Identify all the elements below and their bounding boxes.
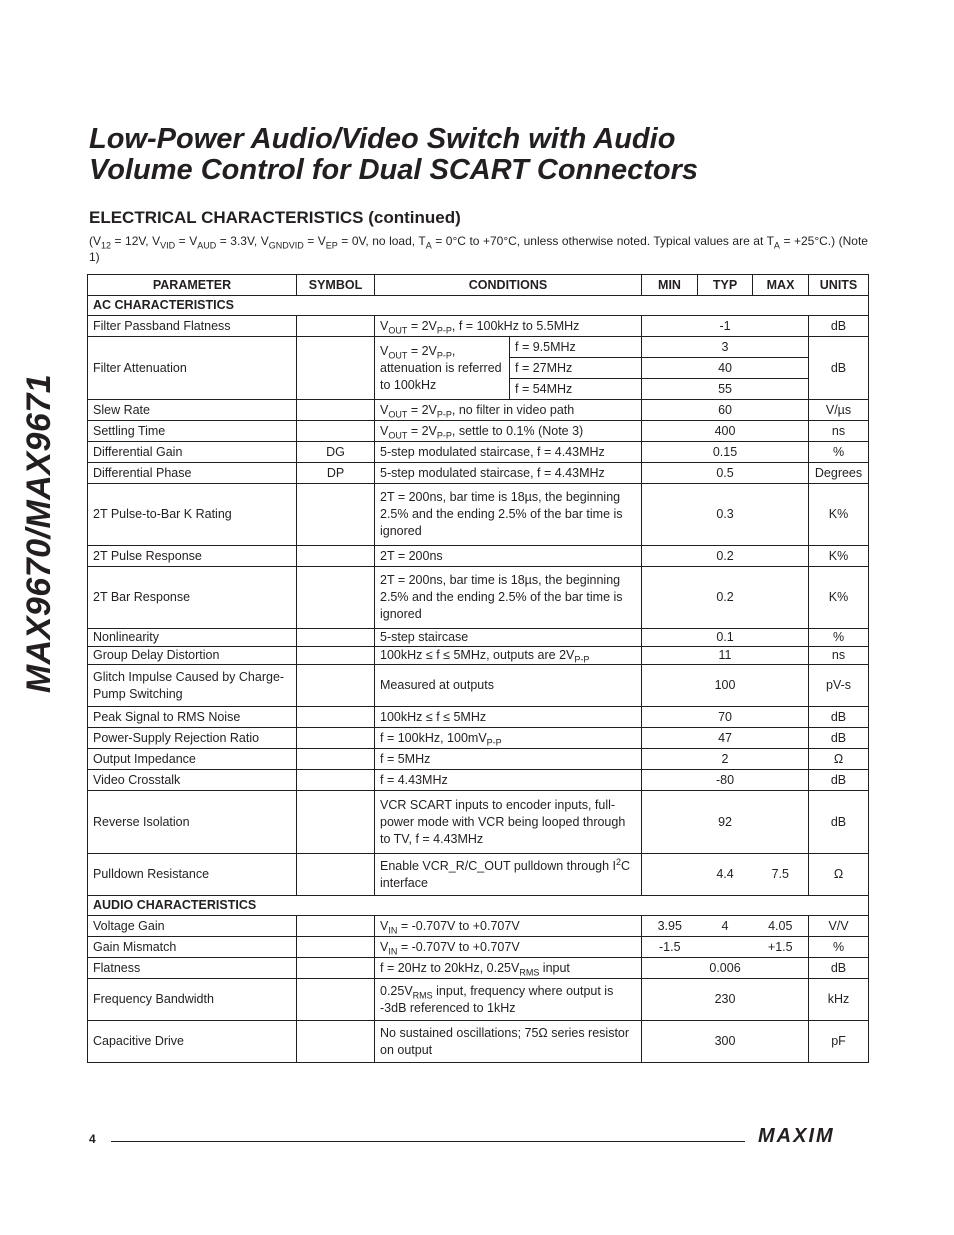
parameter-cell: 2T Pulse-to-Bar K Rating — [88, 484, 297, 546]
symbol-cell — [297, 567, 375, 629]
units-cell: % — [809, 629, 869, 647]
symbol-cell — [297, 979, 375, 1021]
units-cell: dB — [809, 728, 869, 749]
max-cell — [753, 400, 809, 421]
table-row — [88, 463, 869, 484]
typ-cell: 55 — [698, 379, 753, 400]
max-cell: 4.05 — [753, 916, 809, 937]
table-row — [88, 937, 869, 958]
table-row — [88, 442, 869, 463]
symbol-cell — [297, 1021, 375, 1063]
min-cell — [642, 854, 698, 896]
min-cell — [642, 316, 698, 337]
units-cell: pF — [809, 1021, 869, 1063]
min-cell — [642, 358, 698, 379]
header-max: MAX — [753, 275, 809, 296]
max-cell — [753, 958, 809, 979]
units-cell: ns — [809, 421, 869, 442]
min-cell — [642, 442, 698, 463]
conditions-cell: $V_{IN} = -0.707V$ to +0.707V — [375, 916, 642, 937]
parameter-cell: Output Impedance — [88, 749, 297, 770]
table-row — [88, 400, 869, 421]
table-row — [88, 749, 869, 770]
parameter-cell: Reverse Isolation — [88, 791, 297, 854]
document-title — [89, 124, 889, 186]
symbol-cell — [297, 316, 375, 337]
typ-cell: 47 — [698, 728, 753, 749]
symbol-cell — [297, 400, 375, 421]
max-cell — [753, 665, 809, 707]
min-cell — [642, 421, 698, 442]
parameter-cell: Settling Time — [88, 421, 297, 442]
header-symbol: SYMBOL — [297, 275, 375, 296]
units-cell: dB — [809, 707, 869, 728]
max-cell — [753, 484, 809, 546]
min-cell — [642, 379, 698, 400]
typ-cell: 4 — [698, 916, 753, 937]
conditions-cell: $V_{OUT} = 2V_{P-P}$, f = 100kHz to 5.5MHz — [375, 316, 642, 337]
min-cell — [642, 791, 698, 854]
side-part-number — [12, 213, 68, 853]
table-row — [88, 629, 869, 647]
page-number: 4 — [89, 1132, 96, 1146]
table-body — [88, 296, 869, 1063]
table-row — [88, 1021, 869, 1063]
conditions-cell: f = 20Hz to 20kHz, $0.25V_{RMS}$ input — [375, 958, 642, 979]
typ-cell: 11 — [698, 647, 753, 665]
typ-cell: 0.006 — [698, 958, 753, 979]
conditions-cell: $0.25V_{RMS}$ input, frequency where output is -3dB referenced to 1kHz — [375, 979, 642, 1021]
conditions-cell: f = 4.43MHz — [375, 770, 642, 791]
max-cell — [753, 1021, 809, 1063]
conditions-cell: 2T = 200ns — [375, 546, 642, 567]
parameter-cell: Voltage Gain — [88, 916, 297, 937]
max-cell — [753, 647, 809, 665]
max-cell — [753, 728, 809, 749]
header-min: MIN — [642, 275, 698, 296]
units-cell: dB — [809, 791, 869, 854]
max-cell — [753, 749, 809, 770]
title-line-2: Volume Control for Dual SCART Connectors — [89, 154, 699, 186]
symbol-cell — [297, 958, 375, 979]
section-label-ac: AC CHARACTERISTICS — [88, 296, 869, 316]
typ-cell: 2 — [698, 749, 753, 770]
min-cell — [642, 770, 698, 791]
maxim-logo — [757, 1124, 865, 1146]
min-cell: 3.95 — [642, 916, 698, 937]
symbol-cell — [297, 707, 375, 728]
min-cell — [642, 1021, 698, 1063]
typ-cell: 40 — [698, 358, 753, 379]
test-conditions-note: ($V_{12} = 12V$, $V_{VID} = V_{AUD} = 3.3V$, $V_{GNDVID} = V_{EP} = 0V$, no load, $T_A = 0^\circ C$ to +70°C, unless otherwise noted. Typical values are at $T_A = +25^\circ C$.) (Note 1) — [89, 234, 868, 264]
table-row — [88, 791, 869, 854]
units-cell: dB — [809, 337, 869, 400]
table-row — [88, 421, 869, 442]
parameter-cell: Peak Signal to RMS Noise — [88, 707, 297, 728]
parameter-cell: Glitch Impulse Caused by Charge-Pump Switching — [88, 665, 297, 707]
symbol-cell — [297, 749, 375, 770]
conditions-cell: $V_{OUT} = 2V_{P-P}$, settle to 0.1% (Note 3) — [375, 421, 642, 442]
typ-cell — [698, 937, 753, 958]
symbol-cell: DG — [297, 442, 375, 463]
parameter-cell: Nonlinearity — [88, 629, 297, 647]
min-cell — [642, 647, 698, 665]
section-row-ac — [88, 296, 869, 316]
max-cell — [753, 629, 809, 647]
min-cell: -1.5 — [642, 937, 698, 958]
table-row — [88, 546, 869, 567]
units-cell: V/µs — [809, 400, 869, 421]
parameter-cell: Differential Gain — [88, 442, 297, 463]
symbol-cell — [297, 421, 375, 442]
conditions-cell: 5-step modulated staircase, f = 4.43MHz — [375, 463, 642, 484]
table-row — [88, 770, 869, 791]
units-cell: ns — [809, 647, 869, 665]
symbol-cell — [297, 337, 375, 400]
maxim-logo-text: MAXIM — [758, 1125, 835, 1146]
min-cell — [642, 546, 698, 567]
symbol-cell — [297, 665, 375, 707]
symbol-cell: DP — [297, 463, 375, 484]
conditions-cell: 2T = 200ns, bar time is 18µs, the beginning 2.5% and the ending 2.5% of the bar time is ignored — [375, 484, 642, 546]
section-label-audio: AUDIO CHARACTERISTICS — [88, 896, 869, 916]
parameter-cell: Filter Passband Flatness — [88, 316, 297, 337]
table-row — [88, 665, 869, 707]
header-typ: TYP — [698, 275, 753, 296]
table-row-filter-attenuation — [88, 337, 869, 358]
table-header-row — [88, 275, 869, 296]
symbol-cell — [297, 937, 375, 958]
max-cell — [753, 979, 809, 1021]
symbol-cell — [297, 791, 375, 854]
min-cell — [642, 400, 698, 421]
conditions-cell: 100kHz ≤ f ≤ 5MHz, outputs are $2V_{P-P}$ — [375, 647, 642, 665]
units-cell: dB — [809, 316, 869, 337]
units-cell: K% — [809, 567, 869, 629]
conditions-cell: $V_{OUT} = 2V_{P-P}$, no filter in video path — [375, 400, 642, 421]
table-row — [88, 958, 869, 979]
max-cell — [753, 567, 809, 629]
min-cell — [642, 463, 698, 484]
symbol-cell — [297, 647, 375, 665]
parameter-cell: Flatness — [88, 958, 297, 979]
parameter-cell: Slew Rate — [88, 400, 297, 421]
parameter-cell: Group Delay Distortion — [88, 647, 297, 665]
units-cell: V/V — [809, 916, 869, 937]
max-cell — [753, 358, 809, 379]
parameter-cell: Frequency Bandwidth — [88, 979, 297, 1021]
min-cell — [642, 629, 698, 647]
units-cell: Ω — [809, 854, 869, 896]
units-cell: pV-s — [809, 665, 869, 707]
parameter-cell: Capacitive Drive — [88, 1021, 297, 1063]
conditions-cell: 2T = 200ns, bar time is 18µs, the beginning 2.5% and the ending 2.5% of the bar time is ignored — [375, 567, 642, 629]
min-cell — [642, 484, 698, 546]
typ-cell: 60 — [698, 400, 753, 421]
typ-cell: 70 — [698, 707, 753, 728]
typ-cell: 100 — [698, 665, 753, 707]
typ-cell: 0.15 — [698, 442, 753, 463]
min-cell — [642, 337, 698, 358]
max-cell: 7.5 — [753, 854, 809, 896]
side-part-number-text: MAX9670/MAX9671 — [20, 373, 59, 693]
units-cell: Degrees — [809, 463, 869, 484]
min-cell — [642, 567, 698, 629]
typ-cell: 300 — [698, 1021, 753, 1063]
max-cell — [753, 421, 809, 442]
max-cell — [753, 463, 809, 484]
max-cell — [753, 337, 809, 358]
conditions-cell: f = 5MHz — [375, 749, 642, 770]
table-row — [88, 647, 869, 665]
parameter-cell: Video Crosstalk — [88, 770, 297, 791]
units-cell: Ω — [809, 749, 869, 770]
conditions-cell: 5-step staircase — [375, 629, 642, 647]
units-cell: K% — [809, 546, 869, 567]
section-row-audio — [88, 896, 869, 916]
section-title: ELECTRICAL CHARACTERISTICS (continued) — [89, 208, 461, 227]
typ-cell: 0.2 — [698, 546, 753, 567]
parameter-cell: 2T Pulse Response — [88, 546, 297, 567]
units-cell: % — [809, 937, 869, 958]
typ-cell: 3 — [698, 337, 753, 358]
conditions-cell: $V_{OUT} = 2V_{P-P}$, attenuation is referred to 100kHz — [375, 337, 510, 400]
symbol-cell — [297, 484, 375, 546]
header-units: UNITS — [809, 275, 869, 296]
conditions-cell: VCR SCART inputs to encoder inputs, full-power mode with VCR being looped through to TV, f = 4.43MHz — [375, 791, 642, 854]
table-row — [88, 484, 869, 546]
table-row — [88, 854, 869, 896]
units-cell: dB — [809, 958, 869, 979]
frequency-cell: f = 9.5MHz — [510, 337, 642, 358]
table-row — [88, 707, 869, 728]
symbol-cell — [297, 854, 375, 896]
conditions-cell: f = 100kHz, $100mV_{P-P}$ — [375, 728, 642, 749]
table-row — [88, 916, 869, 937]
min-cell — [642, 749, 698, 770]
conditions-cell: 100kHz ≤ f ≤ 5MHz — [375, 707, 642, 728]
table-row — [88, 316, 869, 337]
parameter-cell: Pulldown Resistance — [88, 854, 297, 896]
max-cell — [753, 379, 809, 400]
units-cell: % — [809, 442, 869, 463]
parameter-cell: Power-Supply Rejection Ratio — [88, 728, 297, 749]
max-cell — [753, 791, 809, 854]
typ-cell: 0.2 — [698, 567, 753, 629]
typ-cell: 4.4 — [698, 854, 753, 896]
typ-cell: 92 — [698, 791, 753, 854]
min-cell — [642, 665, 698, 707]
min-cell — [642, 958, 698, 979]
min-cell — [642, 707, 698, 728]
typ-cell: 0.5 — [698, 463, 753, 484]
max-cell — [753, 546, 809, 567]
parameter-cell: Gain Mismatch — [88, 937, 297, 958]
min-cell — [642, 728, 698, 749]
electrical-characteristics-table — [87, 274, 869, 1063]
frequency-cell: f = 54MHz — [510, 379, 642, 400]
parameter-cell: 2T Bar Response — [88, 567, 297, 629]
conditions-cell: Measured at outputs — [375, 665, 642, 707]
header-parameter: PARAMETER — [88, 275, 297, 296]
typ-cell: 230 — [698, 979, 753, 1021]
typ-cell: 400 — [698, 421, 753, 442]
symbol-cell — [297, 546, 375, 567]
parameter-cell: Differential Phase — [88, 463, 297, 484]
max-cell — [753, 707, 809, 728]
units-cell: dB — [809, 770, 869, 791]
symbol-cell — [297, 770, 375, 791]
header-conditions: CONDITIONS — [375, 275, 642, 296]
conditions-cell: Enable VCR_R/C_OUT pulldown through $I^2C$ interface — [375, 854, 642, 896]
footer-rule — [111, 1141, 745, 1142]
conditions-cell: $V_{IN} = -0.707V$ to +0.707V — [375, 937, 642, 958]
units-cell: kHz — [809, 979, 869, 1021]
conditions-cell: 5-step modulated staircase, f = 4.43MHz — [375, 442, 642, 463]
max-cell — [753, 442, 809, 463]
max-cell — [753, 316, 809, 337]
max-cell — [753, 770, 809, 791]
min-cell — [642, 979, 698, 1021]
max-cell: +1.5 — [753, 937, 809, 958]
symbol-cell — [297, 728, 375, 749]
typ-cell: -80 — [698, 770, 753, 791]
table-row — [88, 728, 869, 749]
typ-cell: 0.3 — [698, 484, 753, 546]
symbol-cell — [297, 629, 375, 647]
conditions-cell: No sustained oscillations; 75Ω series resistor on output — [375, 1021, 642, 1063]
units-cell: K% — [809, 484, 869, 546]
table-row — [88, 567, 869, 629]
typ-cell: -1 — [698, 316, 753, 337]
symbol-cell — [297, 916, 375, 937]
frequency-cell: f = 27MHz — [510, 358, 642, 379]
parameter-cell: Filter Attenuation — [88, 337, 297, 400]
typ-cell: 0.1 — [698, 629, 753, 647]
title-line-1: Low-Power Audio/Video Switch with Audio — [89, 123, 676, 155]
table-row — [88, 979, 869, 1021]
